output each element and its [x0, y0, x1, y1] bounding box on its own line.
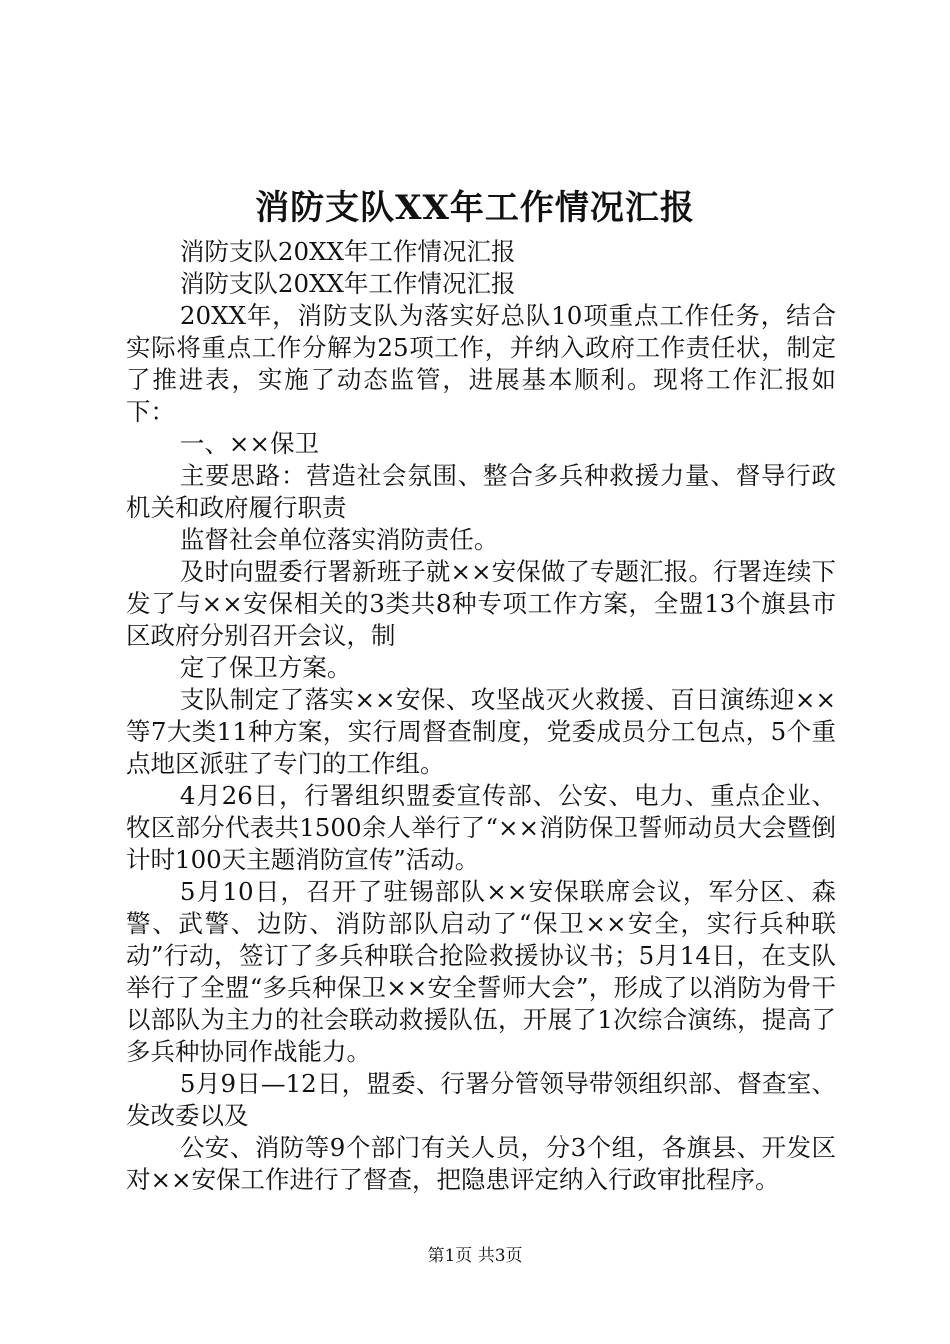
document-body [126, 236, 836, 1196]
section-heading-1: 一、××保卫 [179, 429, 319, 458]
page-footer: 第1页 共3页 [427, 1246, 523, 1266]
paragraph-main-idea: 主要思路：营造社会氛围、整合多兵种救援力量、督导行政机关和政府履行职责 [126, 461, 836, 522]
document-title: 消防支队XX年工作情况汇报 [255, 188, 695, 228]
paragraph-report: 及时向盟委行署新班子就××安保做了专题汇报。行署连续下发了与××安保相关的3类共8种专项工作方案，全盟13个旗县市区政府分别召开会议，制 [126, 557, 836, 650]
paragraph-plan: 定了保卫方案。 [179, 653, 352, 682]
paragraph-april-26: 4月26日，行署组织盟委宣传部、公安、电力、重点企业、牧区部分代表共1500余人举行了“××消防保卫誓师动员大会暨倒计时100天主题消防宣传”活动。 [126, 781, 836, 874]
paragraph-subtitle-1: 消防支队20XX年工作情况汇报 [179, 237, 516, 266]
paragraph-subtitle-2: 消防支队20XX年工作情况汇报 [179, 269, 516, 298]
paragraph-detachment-plan: 支队制定了落实××安保、攻坚战灭火救援、百日演练迎××等7大类11种方案，实行周督查制度，党委成员分工包点，5个重点地区派驻了专门的工作组。 [126, 685, 836, 778]
paragraph-intro: 20XX年，消防支队为落实好总队10项重点工作任务，结合实际将重点工作分解为25项工作，并纳入政府工作责任状，制定了推进表，实施了动态监管，进展基本顺利。现将工作汇报如下： [126, 301, 836, 426]
paragraph-may-9: 5月9日—12日，盟委、行署分管领导带领组织部、督查室、发改委以及 [126, 1069, 836, 1130]
paragraph-supervision: 监督社会单位落实消防责任。 [179, 525, 499, 554]
paragraph-inspection: 公安、消防等9个部门有关人员，分3个组，各旗县、开发区对××安保工作进行了督查，把隐患评定纳入行政审批程序。 [126, 1133, 836, 1194]
paragraph-may-10: 5月10日，召开了驻锡部队××安保联席会议，军分区、森警、武警、边防、消防部队启动了“保卫××安全，实行兵种联动”行动，签订了多兵种联合抢险救援协议书；5月14日，在支队举行了全盟“多兵种保卫××安全誓师大会”，形成了以消防为骨干以部队为主力的社会联动救援队伍，开展了1次综合演练，提高了多兵种协同作战能力。 [126, 877, 836, 1066]
